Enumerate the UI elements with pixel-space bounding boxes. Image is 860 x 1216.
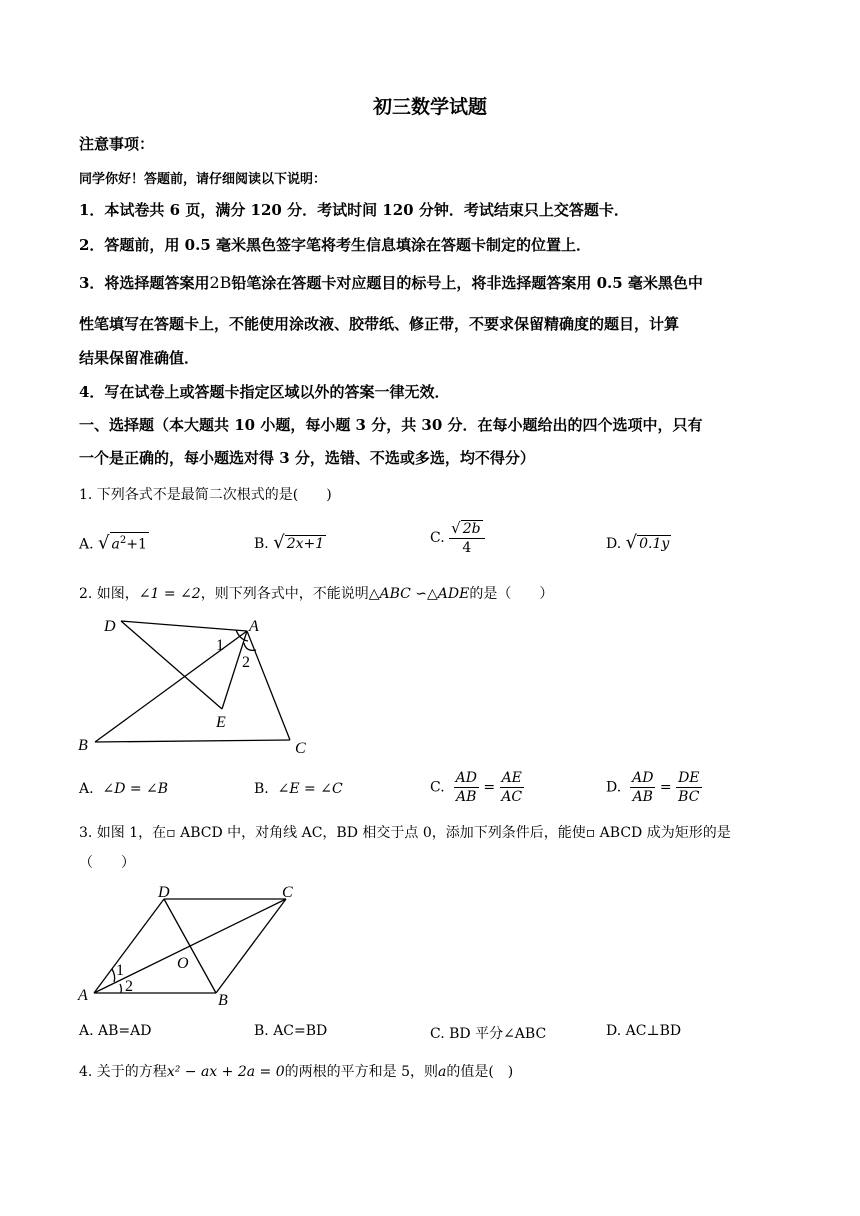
q1-option-d-label: D. [606, 536, 622, 552]
notice-item-3-a: 3．将选择题答案用 [79, 274, 210, 292]
q2-c-num2: AE [501, 770, 522, 786]
notice-item-3-b: 2B [209, 273, 232, 292]
q2-c-num1: AD [455, 770, 477, 786]
q2-stem-math1: ∠1 = ∠2 [138, 586, 201, 602]
q1-a-rest: +1 [126, 536, 147, 553]
q2-d-num2: DE [678, 770, 700, 786]
q2-b-expr: ∠E = ∠C [277, 781, 343, 797]
q2-option-c-label: C. [430, 779, 445, 796]
q1-option-a: A. √ $a^2+1$ [79, 532, 147, 554]
q1-d-expr: 0.1y [639, 536, 670, 552]
q2-option-b [254, 781, 343, 797]
q4-stem-c: 的值是( ) [446, 1064, 514, 1080]
q1-option-b-label: B. [254, 536, 269, 552]
q1-a-exp: 2 [119, 535, 127, 546]
q4-stem [79, 1061, 513, 1081]
q2-option-d [606, 769, 702, 806]
q3-label-a: A [78, 987, 88, 1004]
q3-option-d: D. AC⊥BD [606, 1023, 682, 1039]
q2-d-den1: AB [632, 789, 653, 805]
q1-option-c: C. $\frac{√ 2b}{4}$ [430, 519, 485, 557]
q2-d-den2: BC [678, 789, 700, 805]
q2-d-num1: AD [632, 770, 654, 786]
q4-stem-a: 4. 关于的方程 [79, 1064, 167, 1080]
notice-heading: 注意事项： [79, 135, 155, 153]
notice-item-1: 1．本试卷共 6 页，满分 120 分．考试时间 120 分钟．考试结束只上交答题卡． [79, 201, 629, 219]
q2-option-d-label: D. [606, 779, 622, 796]
q2-label-2: 2 [242, 654, 250, 671]
q2-triangle-figure [70, 612, 330, 762]
q2-c-den1: AB [456, 789, 477, 805]
q1-b-expr: 2x+1 [286, 536, 325, 552]
q3-option-b: B. AC=BD [254, 1023, 328, 1039]
q4-stem-var: a [437, 1064, 447, 1080]
q1-c-den: 4 [462, 540, 472, 556]
q3-label-d: D [158, 884, 170, 901]
q1-option-a-label: A. [79, 536, 94, 553]
q1-option-b: B. √ 2x+1 [254, 532, 325, 553]
section1-line2: 一个是正确的，每小题选对得 3 分，选错、不选或多选，均不得分） [79, 449, 535, 467]
q4-stem-math: x² − ax + 2a = 0 [166, 1064, 285, 1080]
q2-label-e: E [216, 714, 226, 731]
notice-item-4: 4．写在试卷上或答题卡指定区域以外的答案一律无效． [79, 383, 450, 401]
q2-stem-a: 2. 如图， [79, 586, 139, 602]
notice-greeting: 同学你好！答题前，请仔细阅读以下说明： [79, 172, 327, 187]
q1-c-num: 2b [462, 521, 481, 537]
page-title: 初三数学试题 [372, 96, 487, 118]
q3-label-c: C [282, 884, 293, 901]
q2-label-d: D [104, 618, 116, 635]
notice-item-3-line1 [79, 272, 703, 293]
q4-stem-b: 的两根的平方和是 5，则 [284, 1064, 438, 1080]
q3-label-b: B [218, 992, 228, 1009]
q2-option-b-label: B. [254, 781, 269, 797]
q3-option-a: A. AB=AD [79, 1023, 152, 1039]
q2-stem [79, 583, 553, 603]
q2-c-den2: AC [501, 789, 523, 805]
q3-parallelogram-figure [70, 878, 320, 1013]
q2-stem-math2: △ABC ∽△ADE [368, 586, 470, 602]
q3-label-o: O [177, 955, 189, 972]
q3-stem-line1: 3. 如图 1，在▫ ABCD 中，对角线 AC，BD 相交于点 0，添加下列条件后，能使▫ ABCD 成为矩形的是 [79, 825, 731, 841]
notice-item-3-c: 铅笔涂在答题卡对应题目的标号上，将非选择题答案用 0.5 毫米黑色中 [231, 274, 703, 292]
q3-label-2: 2 [125, 978, 133, 995]
q2-option-c [430, 769, 524, 806]
q2-label-1: 1 [216, 637, 224, 654]
q2-label-c: C [295, 740, 306, 757]
q2-a-expr: ∠D = ∠B [102, 781, 169, 797]
q2-c-eq: = [483, 779, 496, 796]
q1-a-var: a [111, 536, 120, 553]
notice-item-3-line2: 性笔填写在答题卡上，不能使用涂改液、胶带纸、修正带，不要求保留精确度的题目，计算 [79, 315, 680, 333]
notice-item-3-line3: 结果保留准确值． [79, 349, 200, 367]
q2-stem-b: ，则下列各式中，不能说明 [200, 586, 369, 602]
q2-option-a-label: A. [79, 781, 94, 797]
q3-stem-line2: （ ） [79, 855, 135, 871]
q2-label-a: A [249, 618, 259, 635]
q3-label-1: 1 [116, 962, 124, 979]
q2-option-a [79, 781, 168, 797]
q1-option-d: D. √ 0.1y [606, 532, 670, 553]
q1-stem: 1. 下列各式不是最简二次根式的是( ) [79, 487, 332, 503]
q2-label-b: B [78, 737, 88, 754]
q3-option-c: C. BD 平分∠ABC [430, 1026, 547, 1042]
q1-option-c-label: C. [430, 530, 445, 546]
notice-item-2: 2．答题前，用 0.5 毫米黑色签字笔将考生信息填涂在答题卡制定的位置上． [79, 236, 591, 254]
section1-line1: 一、选择题（本大题共 10 小题，每小题 3 分，共 30 分．在每小题给出的四个选项中，只有 [79, 416, 703, 434]
q2-d-eq: = [659, 779, 672, 796]
q2-stem-c: 的是（ ） [469, 586, 554, 602]
